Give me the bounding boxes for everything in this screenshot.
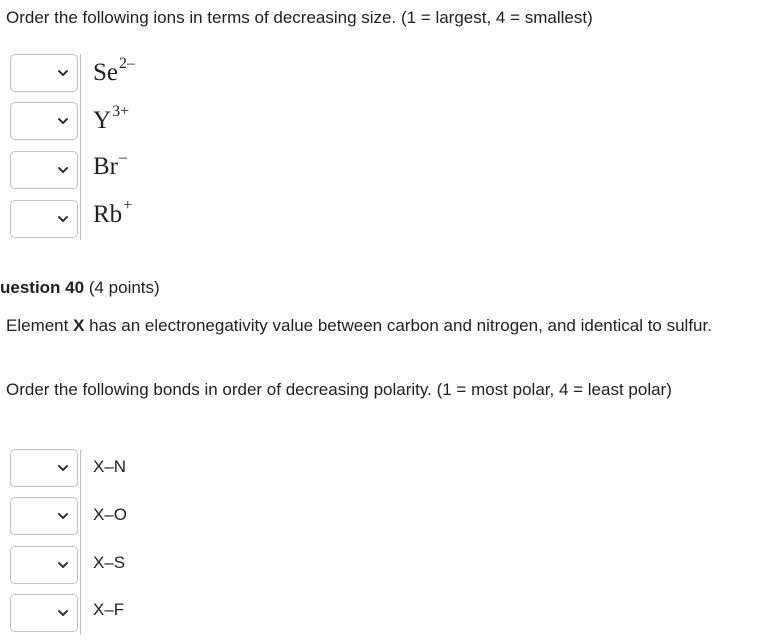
question-title: uestion 40 <box>0 278 85 297</box>
bond-label-xn: X–N <box>93 457 127 476</box>
chevron-down-icon <box>57 213 69 225</box>
rank-select-rb[interactable] <box>10 200 78 238</box>
chevron-down-icon <box>57 462 69 474</box>
question-heading <box>0 277 160 299</box>
divider <box>80 54 81 240</box>
chevron-down-icon <box>57 510 69 522</box>
polarity-prompt: Order the following bonds in order of decreasing polarity. (1 = most polar, 4 = least polar) <box>6 380 672 399</box>
bond-label-xo: X–O <box>93 505 128 524</box>
chevron-down-icon <box>57 559 69 571</box>
bond-label-xf: X–F <box>93 600 125 619</box>
ion-label-rb: Rb+ <box>93 197 133 228</box>
rank-select-y[interactable] <box>10 102 78 140</box>
chevron-down-icon <box>57 607 69 619</box>
chevron-down-icon <box>57 115 69 127</box>
chevron-down-icon <box>57 164 69 176</box>
ion-size-prompt: Order the following ions in terms of decreasing size. (1 = largest, 4 = smallest) <box>6 8 593 27</box>
divider <box>80 449 81 635</box>
chevron-down-icon <box>57 67 69 79</box>
rank-select-xo[interactable] <box>10 497 78 535</box>
ion-label-br: Br– <box>93 149 127 180</box>
question-stem: Element X has an electronegativity value between carbon and nitrogen, and identical to sulfur. <box>6 316 712 335</box>
rank-select-xn[interactable] <box>10 449 78 487</box>
ion-label-y: $Y^{3+}$ <box>93 103 130 134</box>
rank-select-se[interactable] <box>10 54 78 92</box>
rank-select-xs[interactable] <box>10 546 78 584</box>
bond-label-xs: X–S <box>93 553 126 572</box>
rank-select-xf[interactable] <box>10 594 78 632</box>
question-points: (4 points) <box>88 278 160 297</box>
rank-select-br[interactable] <box>10 151 78 189</box>
ion-label-se: $Se^{2-}$ <box>93 55 135 86</box>
